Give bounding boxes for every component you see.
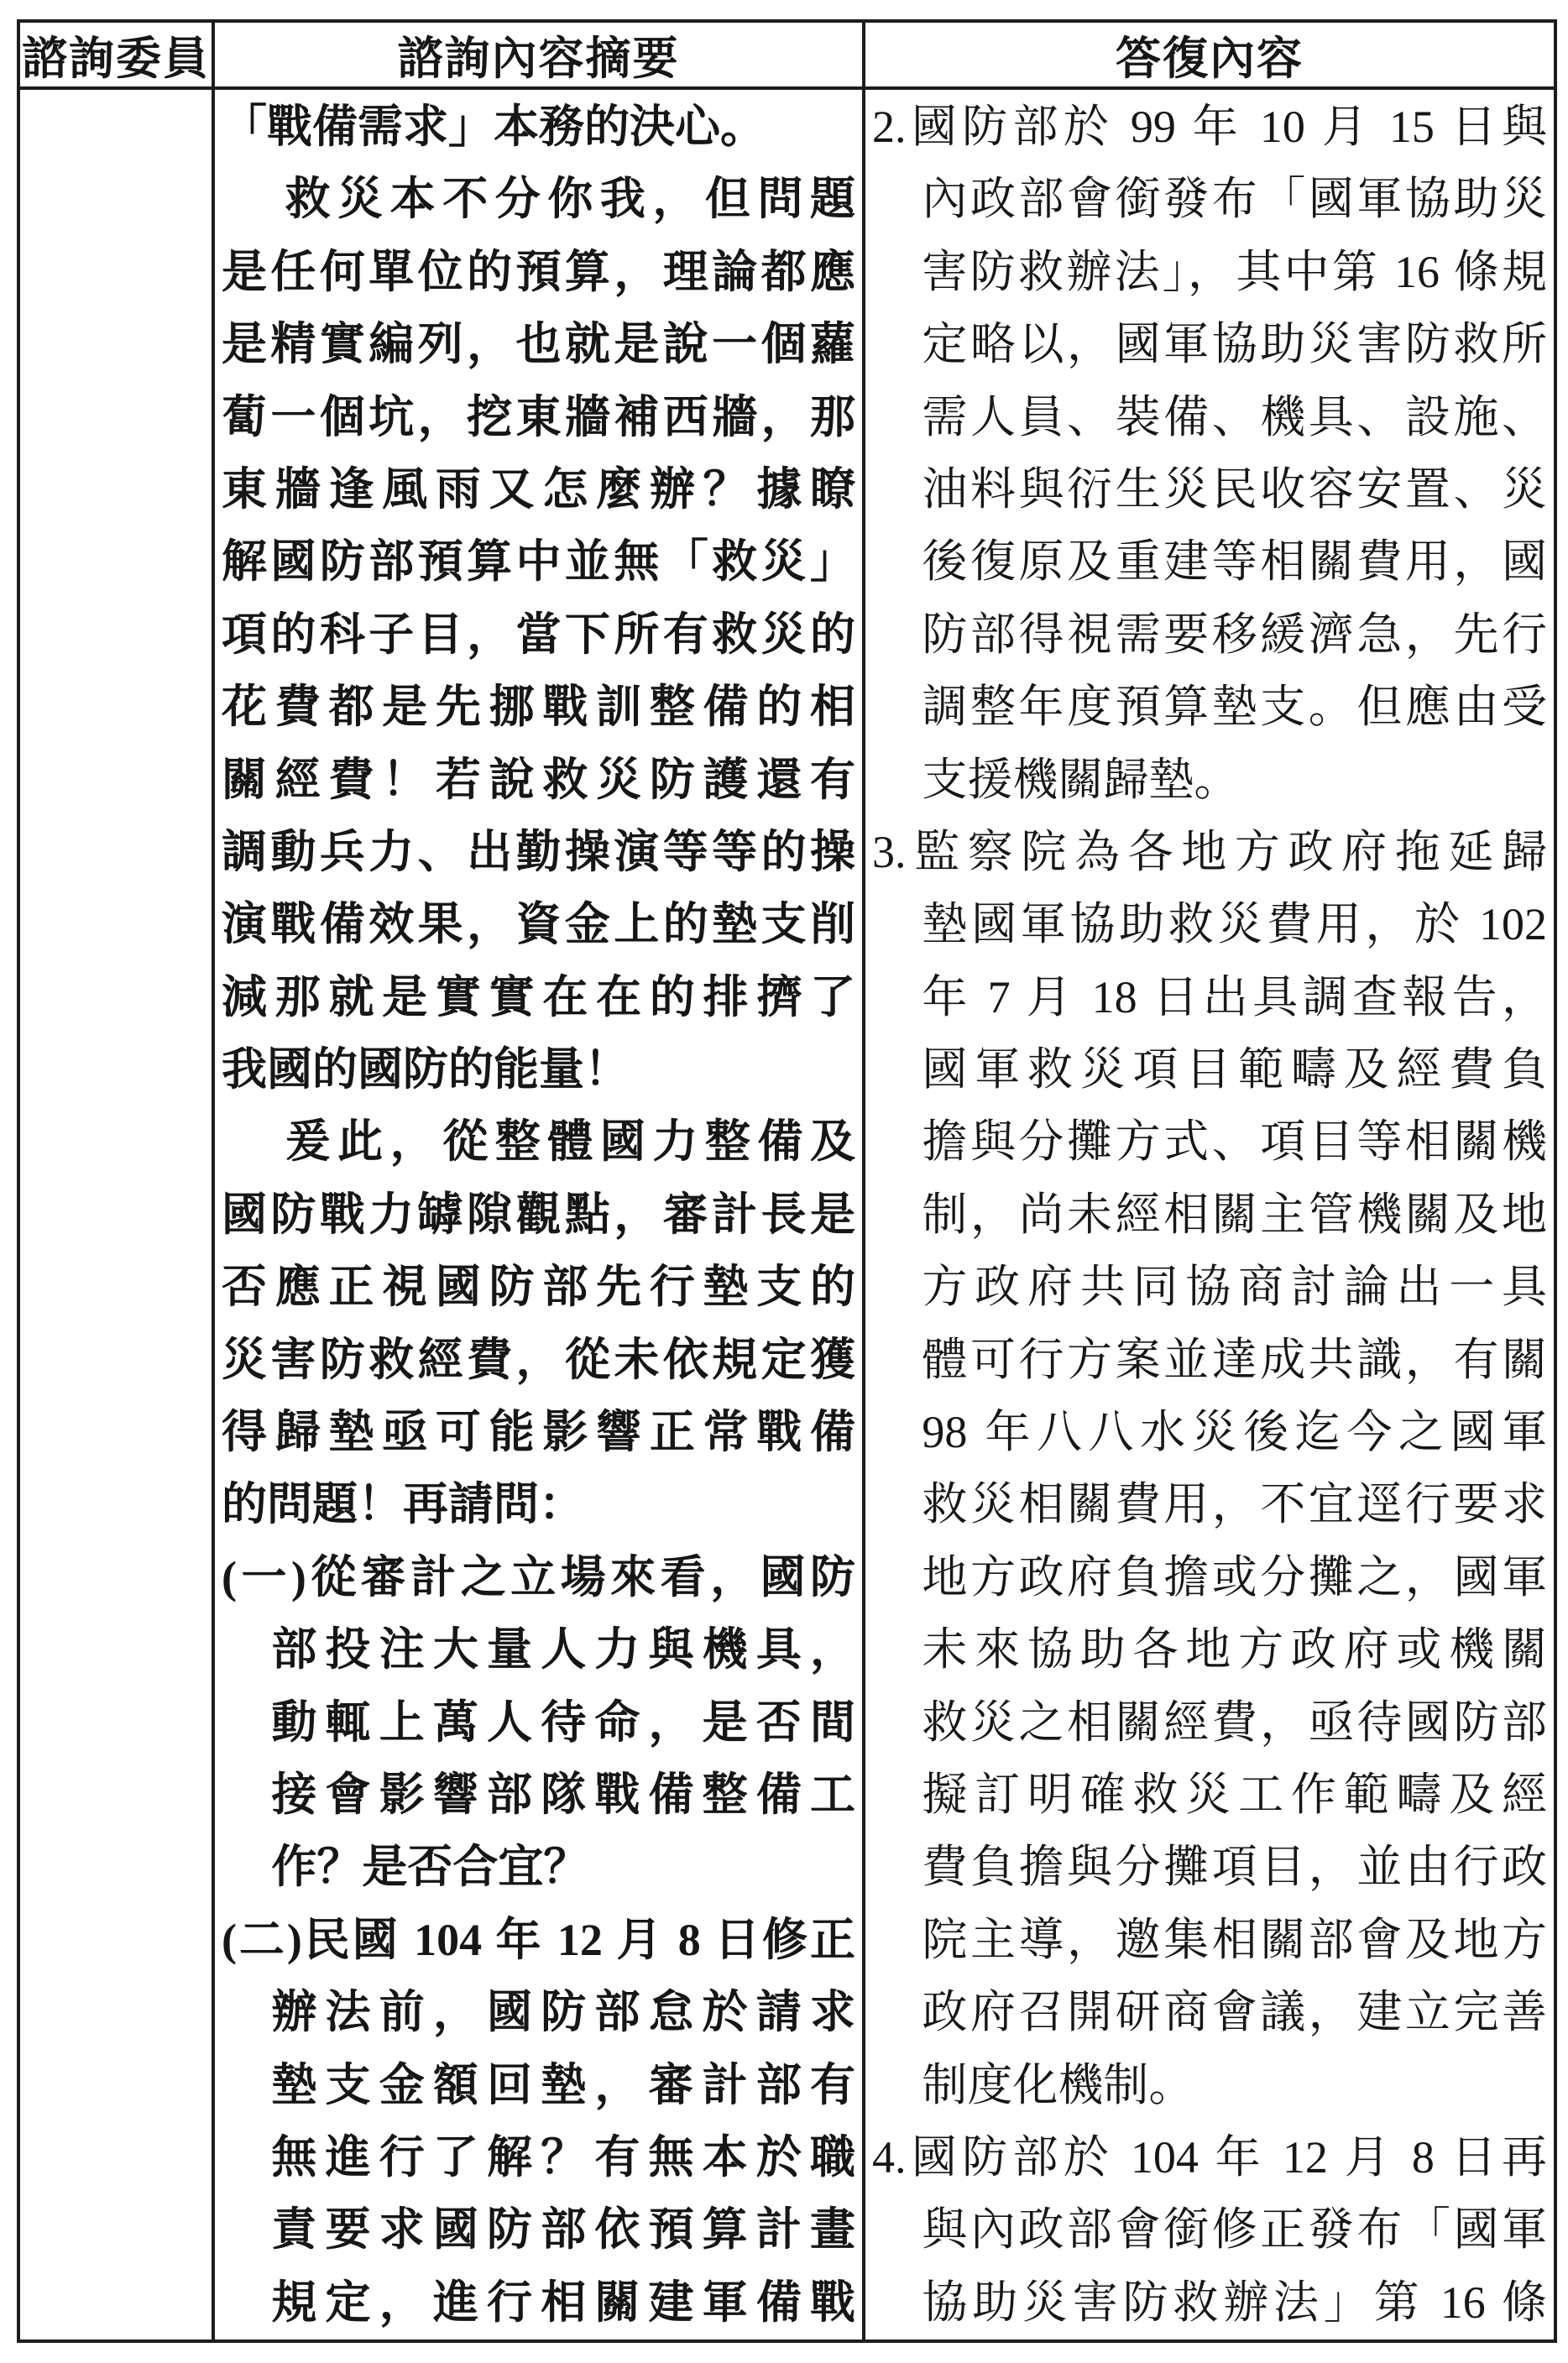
text-line: 制度化機制。 [922, 2059, 1194, 2110]
text-line: 花費都是先挪戰訓整備的相 [222, 682, 855, 733]
text-line: 接會影響部隊戰備整備工 [271, 1769, 855, 1820]
text-line: 墊國軍協助救災費用，於 102 [922, 899, 1547, 950]
text-line: 我國的國防的能量！ [222, 1044, 630, 1095]
text-line: 解國防部預算中並無「救災」 [222, 536, 855, 588]
text-line: 救災本不分你我，但問題 [285, 174, 855, 225]
header-reply: 答復內容 [862, 23, 1554, 90]
text-line: 蔔一個坑，挖東牆補西牆，那 [222, 391, 855, 442]
text-line: 是精實編列，也就是說一個蘿 [222, 319, 855, 370]
text-line: 調整年度預算墊支。但應由受 [922, 682, 1547, 733]
header-summary: 諮詢內容摘要 [212, 23, 862, 90]
text-line: 害防救辦法」，其中第 16 條規 [922, 246, 1547, 297]
text-line: 4.國防部於 104 年 12 月 8 日再 [872, 2131, 1547, 2183]
text-line: (二)民國 104 年 12 月 8 日修正 [222, 1914, 855, 1965]
text-line: 國軍救災項目範疇及經費負 [922, 1044, 1547, 1095]
text-line: 動輒上萬人待命，是否間 [271, 1696, 855, 1748]
text-line: 救災之相關經費，亟待國防部 [922, 1696, 1547, 1748]
text-line: 「戰備需求」本務的決心。 [222, 102, 766, 152]
text-line: 院主導，邀集相關部會及地方 [922, 1914, 1547, 1965]
text-line: 墊支金額回墊，審計部有 [271, 2059, 855, 2110]
text-line: 與內政部會銜修正發布「國軍 [922, 2204, 1547, 2256]
text-line: 內政部會銜發布「國軍協助災 [922, 174, 1547, 225]
text-line: 後復原及重建等相關費用，國 [922, 536, 1547, 588]
text-line: 未來協助各地方政府或機關 [922, 1624, 1547, 1676]
text-line: 需人員、裝備、機具、設施、 [922, 391, 1547, 442]
text-line: 項的科子目，當下所有救災的 [222, 609, 855, 660]
text-line: 得歸墊亟可能影響正常戰備 [222, 1407, 855, 1458]
text-line: 無進行了解？有無本於職 [271, 2131, 855, 2183]
text-line: 方政府共同協商討論出一具 [922, 1262, 1547, 1313]
text-line: 減那就是實實在在的排擠了 [222, 971, 855, 1022]
text-line: 體可行方案並達成共識，有關 [922, 1334, 1547, 1385]
text-line: 國防戰力罅隙觀點，審計長是 [222, 1189, 855, 1240]
text-line: 防部得視需要移緩濟急，先行 [922, 609, 1547, 660]
text-line: 98 年八八水災後迄今之國軍 [922, 1407, 1547, 1458]
text-line: 協助災害防救辦法」第 16 條 [922, 2277, 1547, 2328]
text-line: 政府召開研商會議，建立完善 [922, 1987, 1547, 2038]
text-line: 否應正視國防部先行墊支的 [222, 1262, 855, 1313]
text-line: 定略以，國軍協助災害防救所 [922, 319, 1547, 370]
text-line: 部投注大量人力與機具， [271, 1624, 855, 1676]
consultation-table [17, 19, 1557, 2343]
text-line: 制，尚未經相關主管機關及地 [922, 1189, 1547, 1240]
text-line: 的問題！再請問： [222, 1479, 584, 1530]
text-line: 東牆逢風雨又怎麼辦？據瞭 [222, 463, 855, 515]
text-line: 2.國防部於 99 年 10 月 15 日與 [872, 102, 1547, 152]
text-line: 是任何單位的預算，理論都應 [222, 246, 855, 297]
text-line: 調動兵力、出勤操演等等的操 [222, 826, 855, 877]
header-consultant: 諮詢委員 [20, 23, 212, 90]
text-line: 費負擔與分攤項目，並由行政 [922, 1842, 1547, 1893]
text-line: 地方政府負擔或分攤之，國軍 [922, 1551, 1547, 1602]
text-line: 擔與分攤方式、項目等相關機 [922, 1116, 1547, 1168]
text-line: 年 7 月 18 日出具調查報告， [922, 971, 1547, 1022]
summary-cell [212, 90, 862, 2339]
text-line: 3.監察院為各地方政府拖延歸 [872, 826, 1547, 877]
consultant-cell [20, 90, 212, 2339]
text-line: 爰此，從整體國力整備及 [285, 1116, 855, 1168]
text-line: 救災相關費用，不宜逕行要求 [922, 1479, 1547, 1530]
text-line: 關經費！若說救災防護還有 [222, 754, 855, 805]
text-line: 油料與衍生災民收容安置、災 [922, 463, 1547, 515]
text-line: 災害防救經費，從未依規定獲 [222, 1334, 855, 1385]
text-line: 支援機關歸墊。 [922, 754, 1240, 805]
text-line: 辦法前，國防部怠於請求 [271, 1987, 855, 2038]
text-line: 規定，進行相關建軍備戰 [271, 2277, 855, 2328]
text-line: (一)從審計之立場來看，國防 [222, 1551, 855, 1602]
text-line: 擬訂明確救災工作範疇及經 [922, 1769, 1547, 1820]
text-line: 責要求國防部依預算計畫 [271, 2204, 855, 2256]
text-line: 作？是否合宜？ [271, 1842, 589, 1893]
text-line: 演戰備效果，資金上的墊支削 [222, 899, 855, 950]
reply-cell [862, 90, 1554, 2339]
